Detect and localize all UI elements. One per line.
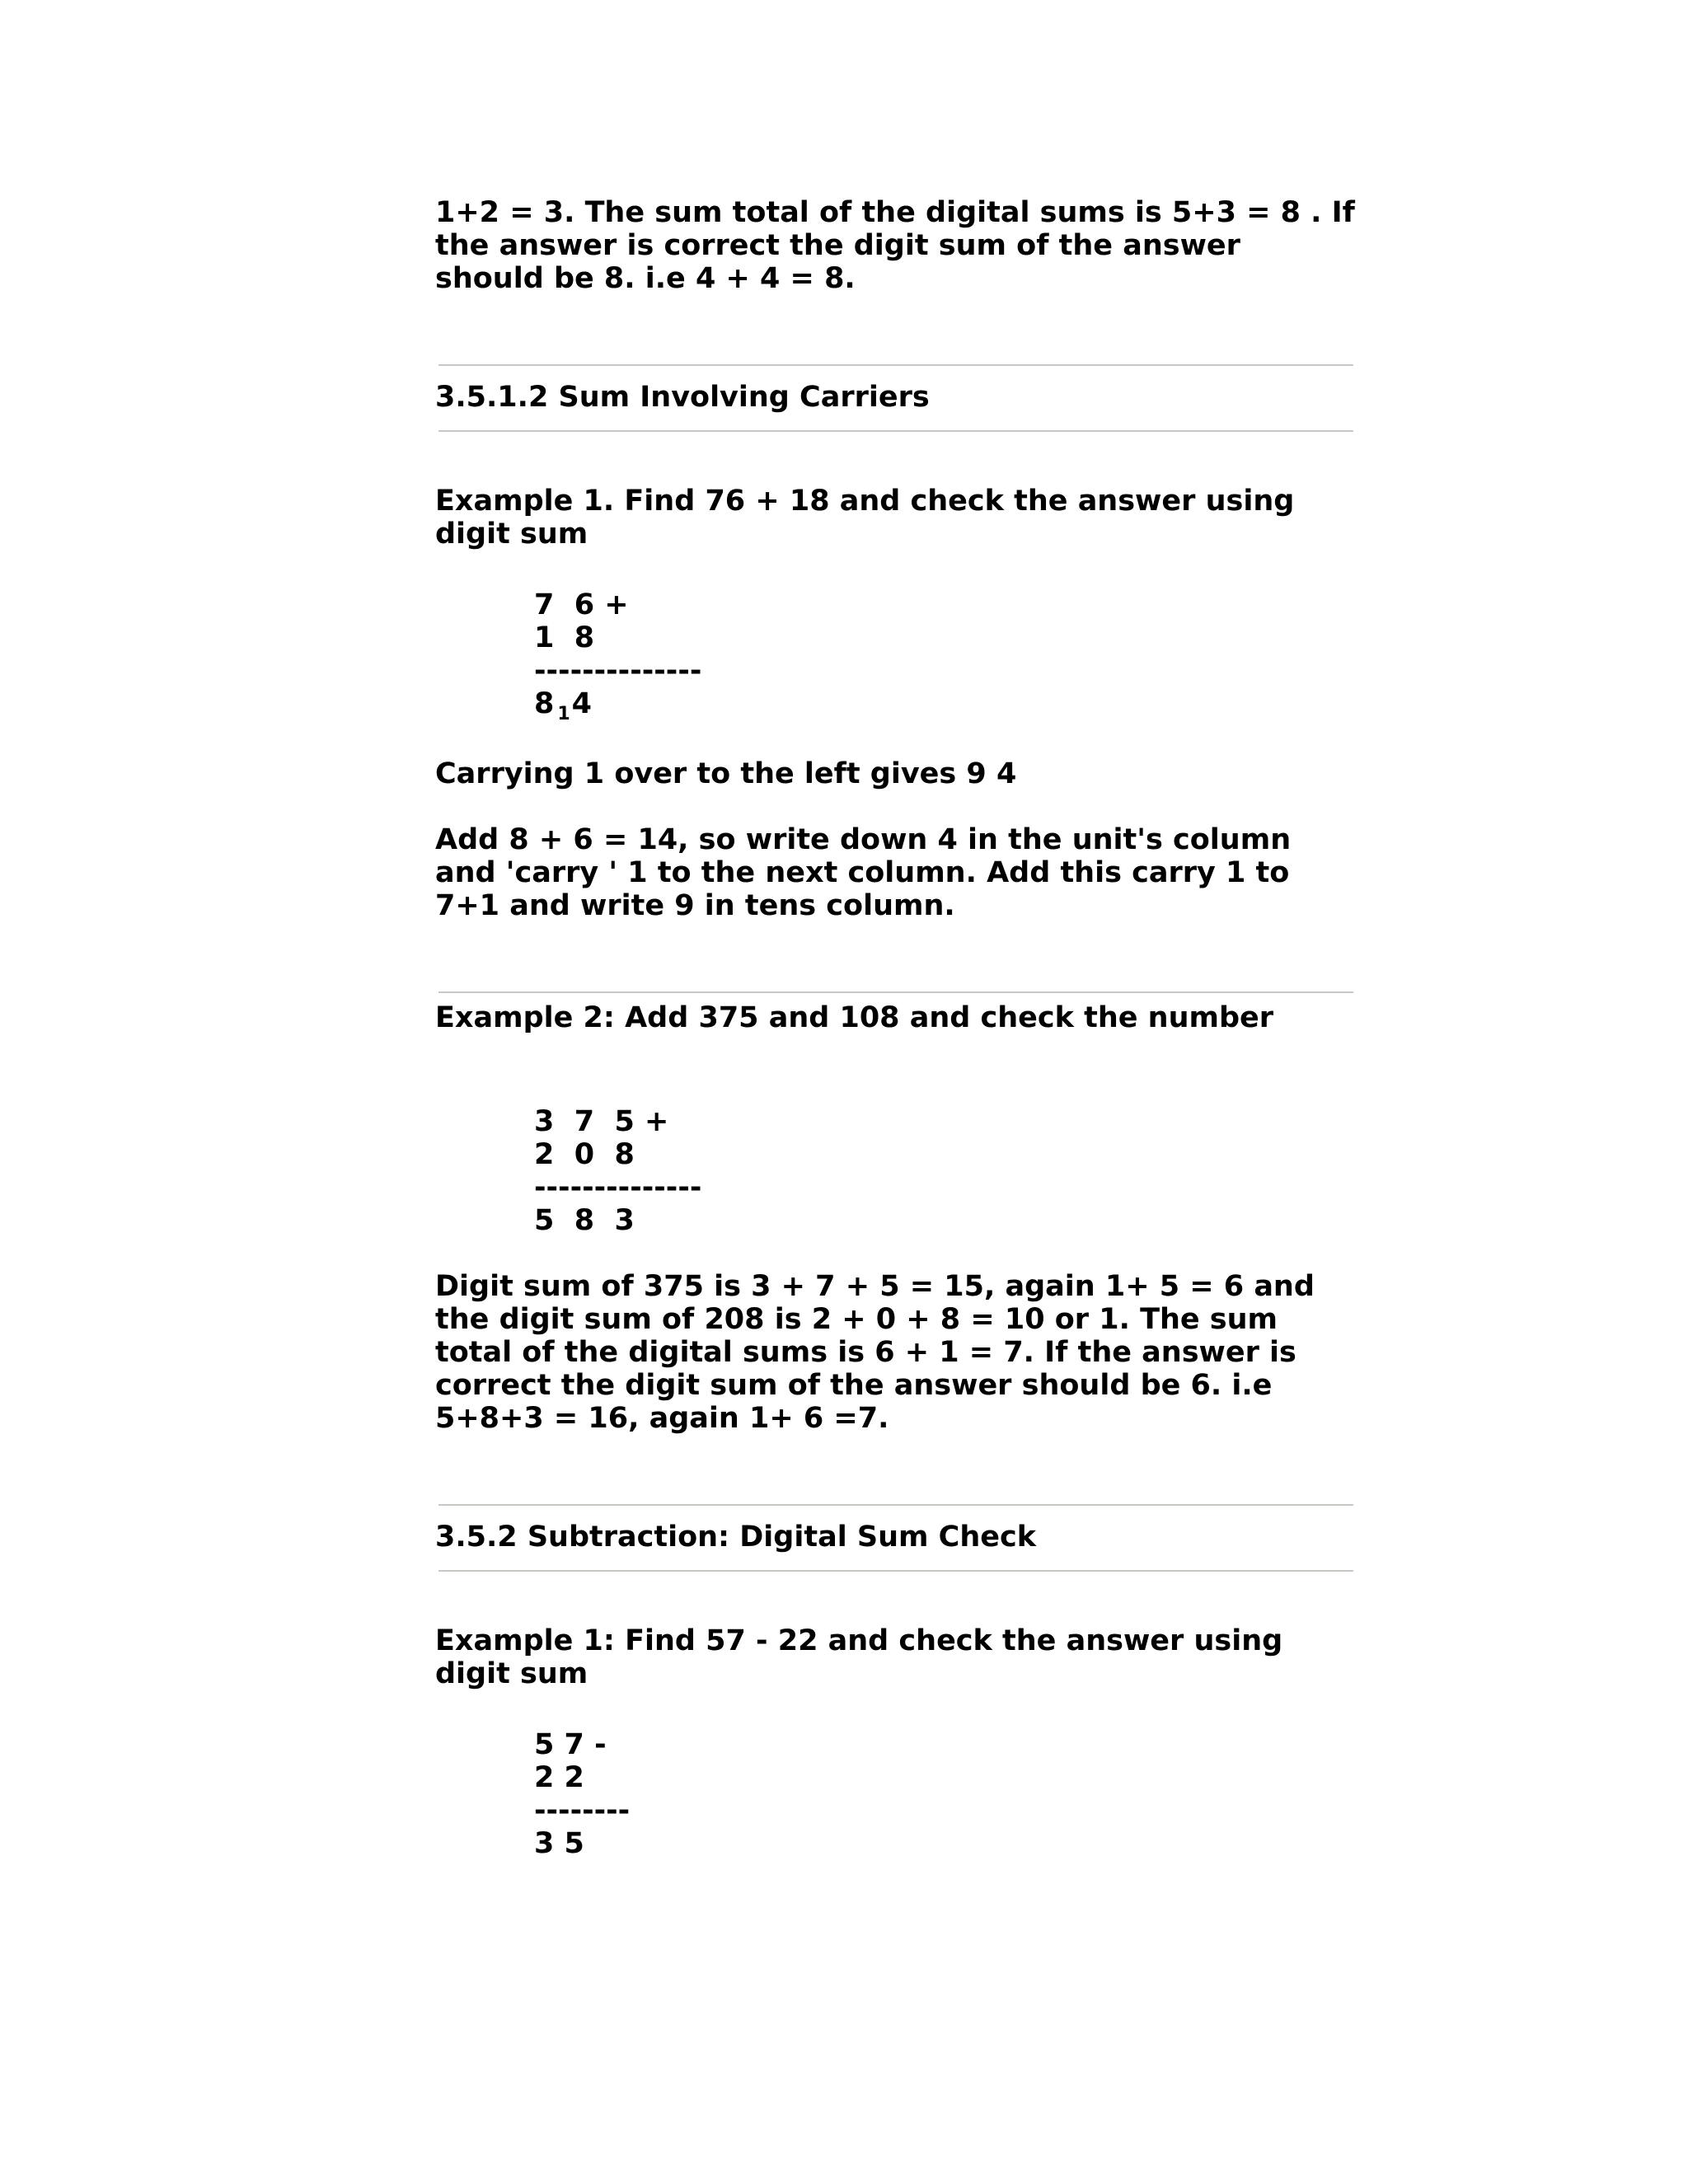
example1-sub-title: Example 1: Find 57 - 22 and check the answer using digit sum: [435, 1624, 1283, 1690]
carry-subscript: 1: [557, 704, 570, 724]
result-units-digit: 4: [571, 687, 593, 720]
calc-line-2: 1 8: [534, 621, 595, 654]
document-page: [435, 196, 1362, 1860]
example1-sub-calculation: [534, 1728, 1362, 1860]
example1-add-calculation: [534, 588, 1362, 724]
example2-add-explanation: Digit sum of 375 is 3 + 7 + 5 = 15, again 1+ 5 = 6 and the digit sum of 208 is 2 + 0 + 8 = 10 or 1. The sum total of the digital sums is 6 + 1 = 7. If the answer is correct the digit sum of the answer should be 6. i.e 5+8+3 = 16, again 1+ 6 =7.: [435, 1270, 1315, 1435]
result-tens-digit: 8: [534, 687, 555, 720]
calc-result: [534, 687, 1362, 724]
carry-note: Carrying 1 over to the left gives 9 4: [435, 757, 1017, 790]
example1-add-title: Example 1. Find 76 + 18 and check the answer using digit sum: [435, 485, 1295, 551]
calc-line-2: 2 2: [534, 1761, 584, 1794]
section-heading-carriers: 3.5.1.2 Sum Involving Carriers: [435, 381, 930, 414]
calc-line-1: 5 7 -: [534, 1728, 607, 1761]
calc-result: 3 5: [534, 1827, 584, 1860]
example1-add-explanation: Add 8 + 6 = 14, so write down 4 in the unit's column and 'carry ' 1 to the next column. Add this carry 1 to 7+1 and write 9 in tens column.: [435, 823, 1292, 922]
calc-line-1: 3 7 5 +: [534, 1105, 669, 1138]
section-heading-subtraction: 3.5.2 Subtraction: Digital Sum Check: [435, 1521, 1037, 1554]
calc-dashes: --------------: [534, 654, 702, 687]
calc-line-1: 7 6 +: [534, 588, 629, 621]
calc-line-2: 2 0 8: [534, 1138, 635, 1171]
intro-paragraph: 1+2 = 3. The sum total of the digital sums is 5+3 = 8 . If the answer is correct the digit sum of the answer should be 8. i.e 4 + 4 = 8.: [435, 196, 1355, 295]
example2-add-calculation: [534, 1105, 1362, 1237]
calc-dashes: --------------: [534, 1171, 702, 1204]
calc-dashes: --------: [534, 1794, 631, 1827]
example2-add-title: Example 2: Add 375 and 108 and check the number: [435, 1001, 1274, 1034]
calc-result: 5 8 3: [534, 1204, 635, 1237]
